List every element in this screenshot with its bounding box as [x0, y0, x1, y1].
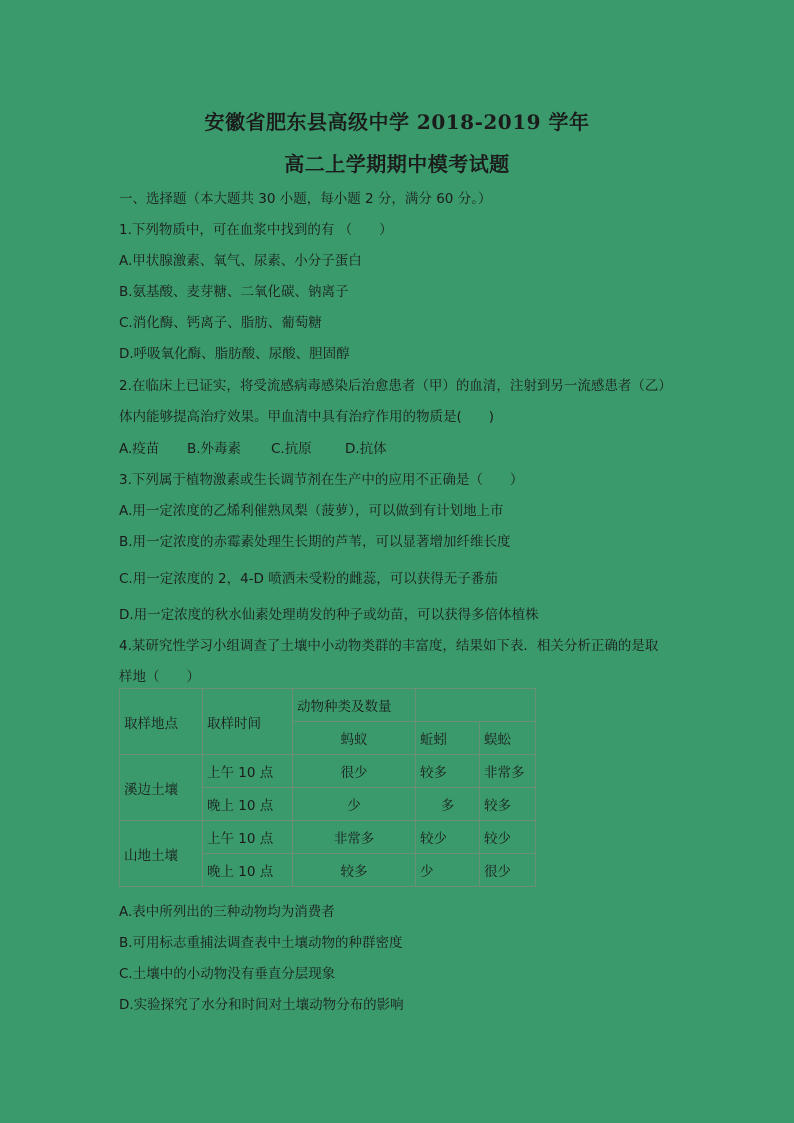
site-cell: 山地土壤: [120, 821, 203, 887]
value-cell: 多: [416, 788, 480, 821]
q4-option-c: C.土壤中的小动物没有垂直分层现象: [119, 966, 336, 982]
q2-option-a: A.疫苗: [119, 441, 160, 457]
section-heading: 一、选择题（本大题共 30 小题，每小题 2 分，满分 60 分。）: [119, 191, 492, 207]
header-site: 取样地点: [120, 689, 203, 755]
q1-option-a: A.甲状腺激素、氧气、尿素、小分子蛋白: [119, 253, 362, 269]
q2-option-b: B.外毒素: [187, 441, 242, 457]
q1-stem: 1.下列物质中，可在血浆中找到的有 （ ）: [119, 222, 393, 238]
q2-option-d: D.抗体: [345, 441, 387, 457]
header-empty-cell: [416, 689, 536, 722]
q1-option-d: D.呼吸氧化酶、脂肪酸、尿酸、胆固醇: [119, 346, 350, 362]
value-cell: 很少: [293, 755, 416, 788]
value-cell: 少: [293, 788, 416, 821]
table-row: [120, 755, 536, 788]
q2-stem-line2: 体内能够提高治疗效果。甲血清中具有治疗作用的物质是( ): [119, 409, 495, 425]
q3-stem: 3.下列属于植物激素或生长调节剂在生产中的应用不正确是（ ）: [119, 472, 524, 488]
time-cell: 上午 10 点: [203, 755, 293, 788]
header-animal-centipede: 蜈蚣: [480, 722, 536, 755]
q3-option-d: D.用一定浓度的秋水仙素处理萌发的种子或幼苗，可以获得多倍体植株: [119, 607, 539, 623]
header-animal-earthworm: 蚯蚓: [416, 722, 480, 755]
q2-options: [119, 437, 387, 457]
value-cell: 较少: [480, 821, 536, 854]
exam-title-line2: 高二上学期期中模考试题: [284, 152, 510, 176]
value-cell: 很少: [480, 854, 536, 887]
soil-animal-table: [119, 688, 536, 887]
value-cell: 非常多: [480, 755, 536, 788]
q3-option-b: B.用一定浓度的赤霉素处理生长期的芦苇，可以显著增加纤维长度: [119, 534, 511, 550]
q4-option-a: A.表中所列出的三种动物均为消费者: [119, 904, 335, 920]
q3-option-a: A.用一定浓度的乙烯利催熟凤梨（菠萝），可以做到有计划地上市: [119, 503, 504, 519]
header-time: 取样时间: [203, 689, 293, 755]
value-cell: 少: [416, 854, 480, 887]
time-cell: 晚上 10 点: [203, 854, 293, 887]
value-cell: 较多: [480, 788, 536, 821]
time-cell: 上午 10 点: [203, 821, 293, 854]
q4-option-d: D.实验探究了水分和时间对土壤动物分布的影响: [119, 997, 404, 1013]
q4-stem-line1: 4.某研究性学习小组调查了土壤中小动物类群的丰富度，结果如下表．相关分析正确的是取: [119, 638, 659, 654]
q2-option-c: C.抗原: [271, 441, 312, 457]
q4-option-b: B.可用标志重捕法调查表中土壤动物的种群密度: [119, 935, 403, 951]
value-cell: 较多: [416, 755, 480, 788]
header-animal-ant: 蚂蚁: [293, 722, 416, 755]
q1-option-b: B.氨基酸、麦芽糖、二氧化碳、钠离子: [119, 284, 349, 300]
value-cell: 较少: [416, 821, 480, 854]
q2-stem-line1: 2.在临床上已证实，将受流感病毒感染后治愈患者（甲）的血清，注射到另一流感患者（乙）: [119, 378, 672, 394]
site-cell: 溪边土壤: [120, 755, 203, 821]
q3-option-c: C.用一定浓度的 2，4-D 喷洒未受粉的雌蕊，可以获得无子番茄: [119, 571, 498, 587]
q1-option-c: C.消化酶、钙离子、脂肪、葡萄糖: [119, 315, 322, 331]
table-header-row: [120, 689, 536, 722]
exam-title-line1: 安徽省肥东县高级中学 2018-2019 学年: [204, 110, 590, 134]
q4-stem-line2: 样地（ ）: [119, 669, 200, 685]
time-cell: 晚上 10 点: [203, 788, 293, 821]
table-row: [120, 821, 536, 854]
value-cell: 较多: [293, 854, 416, 887]
value-cell: 非常多: [293, 821, 416, 854]
header-animal-group: 动物种类及数量: [293, 689, 416, 722]
